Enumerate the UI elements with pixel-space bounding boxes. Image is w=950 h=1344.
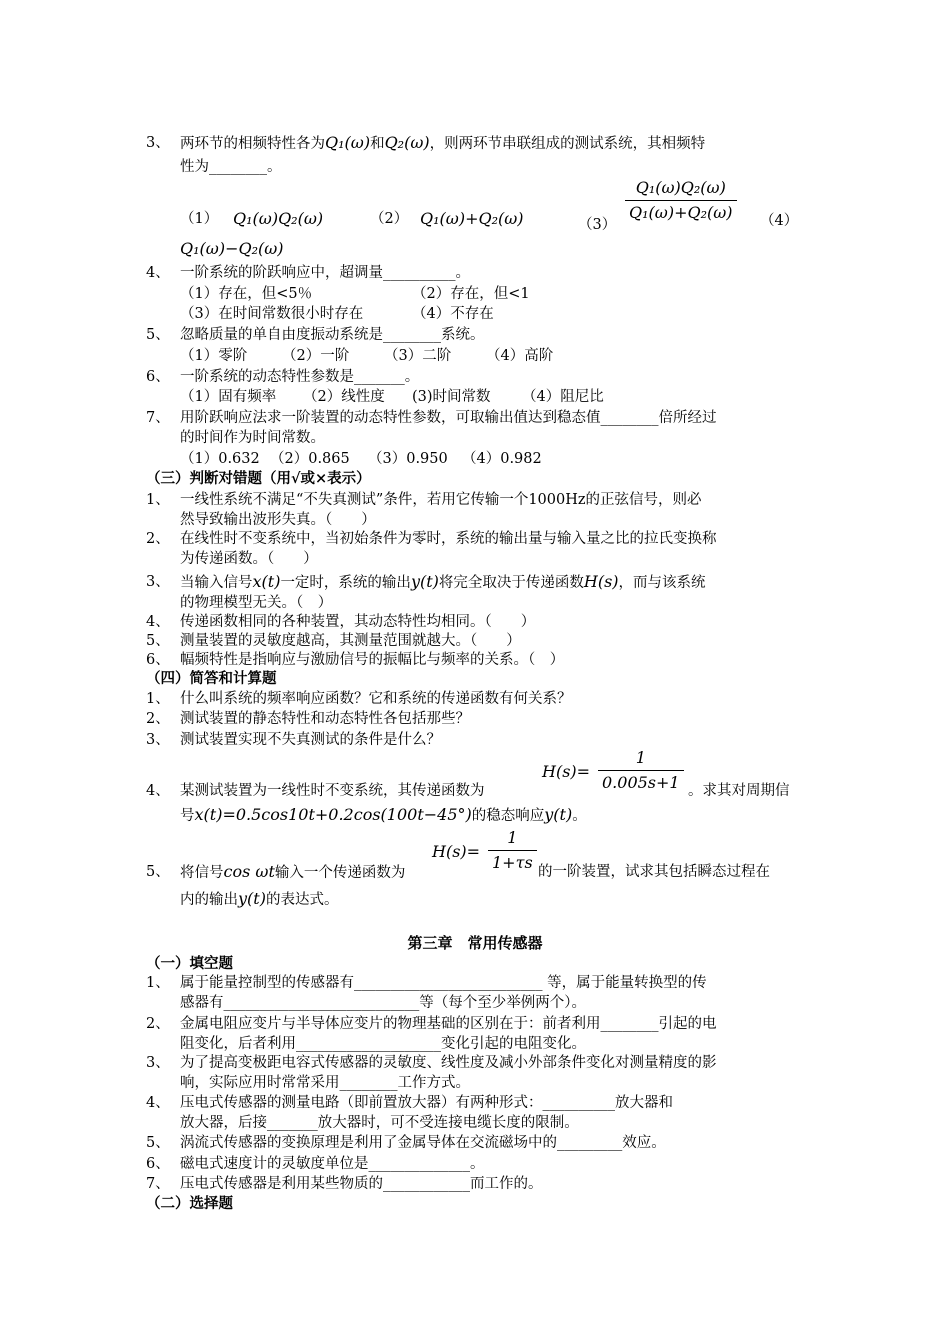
text — [180, 802, 587, 829]
question-5-options — [0, 345, 950, 367]
option: （1）0.632 — [180, 451, 260, 467]
question-text — [180, 860, 405, 885]
question-3 — [0, 128, 950, 158]
option: （2）一阶 — [282, 348, 350, 364]
formula: Q₁(ω) — [325, 133, 371, 152]
question-number: 5、 — [146, 633, 170, 649]
question-number: 7、 — [146, 410, 170, 426]
section-heading-choice — [0, 1193, 950, 1215]
transfer-function-fraction — [598, 746, 684, 795]
question-number: 4、 — [146, 783, 170, 799]
text: 性为________。 — [180, 159, 282, 175]
question-number: 3、 — [146, 732, 170, 748]
question-5 — [0, 324, 950, 346]
text: ，而与该系统 — [618, 575, 706, 591]
question-number: 1、 — [146, 691, 170, 707]
question-number: 3、 — [146, 1055, 170, 1071]
text: 号 — [180, 808, 195, 824]
heading: （四）简答和计算题 — [146, 670, 277, 687]
judgement-item-2 — [0, 528, 950, 550]
formula: Q₁(ω)+Q₂(ω) — [420, 209, 524, 228]
text: 为传递函数。（ ） — [180, 551, 318, 567]
question-number: 5、 — [146, 327, 170, 343]
section-heading-short-answer — [0, 668, 950, 690]
question-text: 涡流式传感器的变换原理是利用了金属导体在交流磁场中的_________效应。 — [180, 1135, 666, 1151]
text: 和 — [370, 136, 385, 152]
short-answer-item-5-line2 — [0, 886, 950, 912]
question-number: 1、 — [146, 975, 170, 991]
option: （3）0.950 — [368, 451, 448, 467]
fill-item-1 — [0, 972, 950, 994]
text: ，则两环节串联组成的测试系统，其相频特 — [429, 136, 706, 152]
question-4-options-b — [0, 303, 950, 325]
question-number: 2、 — [146, 711, 170, 727]
option: （3）在时间常数很小时存在 — [180, 306, 364, 322]
option: （1）零阶 — [180, 348, 248, 364]
question-4 — [0, 262, 950, 284]
formula: cos ωt — [223, 862, 275, 881]
text: 感器有___________________________等（每个至少举例两个）。 — [180, 995, 586, 1011]
chapter-title: 第三章 常用传感器 — [407, 934, 543, 952]
fraction-numerator: Q₁(ω)Q₂(ω) — [635, 178, 726, 197]
formula: H(s) — [583, 572, 619, 591]
question-number: 3、 — [146, 135, 170, 151]
judgement-item-1 — [0, 489, 950, 511]
option: （4）高阶 — [486, 348, 554, 364]
question-number: 3、 — [146, 574, 170, 590]
formula: y(t) — [544, 805, 573, 824]
text: 一定时，系统的输出 — [280, 575, 411, 591]
question-text: 一阶系统的阶跃响应中，超调量__________。 — [180, 265, 470, 281]
option: （4）不存在 — [412, 306, 494, 322]
question-number: 6、 — [146, 369, 170, 385]
judgement-item-2-line2 — [0, 548, 950, 570]
option-label: （3） — [578, 217, 617, 233]
text: 阻变化，后者利用____________________变化引起的电阻变化。 — [180, 1036, 586, 1052]
question-text: 测试装置的静态特性和动态特性各包括那些？ — [180, 711, 470, 727]
question-number: 1、 — [146, 492, 170, 508]
fill-item-6 — [0, 1153, 950, 1175]
text: 将完全取决于传递函数 — [438, 575, 584, 591]
text: 输入一个传递函数为 — [274, 865, 406, 881]
short-answer-item-3 — [0, 729, 950, 751]
question-number: 4、 — [146, 614, 170, 630]
text: 将信号 — [180, 865, 224, 881]
option: （1）存在，但<5％ — [180, 286, 313, 302]
fraction-denominator: 0.005s+1 — [598, 770, 684, 795]
question-7-line2 — [0, 427, 950, 449]
text: 的物理模型无关。（ ） — [180, 595, 333, 611]
text: 的一阶装置，试求其包括瞬态过程在 — [538, 864, 770, 880]
question-text: 某测试装置为一线性时不变系统，其传递函数为 — [180, 783, 485, 799]
option: （4）阻尼比 — [522, 389, 604, 405]
question-text: 用阶跃响应法求一阶装置的动态特性参数，可取输出值达到稳态值________倍所经过 — [180, 410, 717, 426]
text: 。 — [572, 808, 587, 824]
formula-lhs: H(s)= — [432, 842, 481, 861]
option-label: （1） — [180, 211, 219, 227]
option: （1）固有频率 — [180, 389, 277, 405]
option: (3)时间常数 — [412, 389, 491, 405]
question-3-option4 — [0, 236, 950, 262]
question-text — [180, 128, 705, 159]
fraction-option-3 — [625, 176, 737, 225]
question-6 — [0, 366, 950, 388]
fraction-denominator: 1+τs — [488, 850, 537, 875]
question-3-line2 — [0, 156, 950, 178]
question-3-options — [0, 206, 950, 232]
text: 的时间作为时间常数。 — [180, 430, 325, 446]
question-text: 一阶系统的动态特性参数是_______。 — [180, 369, 420, 385]
option: （2）线性度 — [303, 389, 385, 405]
text: 放大器，后接_______放大器时，可不受连接电缆长度的限制。 — [180, 1115, 579, 1131]
question-text: 什么叫系统的频率响应函数？它和系统的传递函数有何关系？ — [180, 691, 572, 707]
heading: （一）填空题 — [146, 955, 233, 972]
text: 两环节的相频特性各为 — [180, 136, 325, 152]
fill-item-2 — [0, 1013, 950, 1035]
question-text: 为了提高变极距电容式传感器的灵敏度、线性度及减小外部条件变化对测量精度的影 — [180, 1055, 717, 1071]
option-label: （2） — [370, 211, 409, 227]
text — [180, 886, 338, 913]
fill-item-5 — [0, 1132, 950, 1154]
short-answer-item-4 — [0, 780, 950, 802]
heading: （二）选择题 — [146, 1195, 233, 1212]
formula: x(t)=0.5cos10t+0.2cos(100t−45°) — [194, 805, 472, 824]
question-text: 忽略质量的单自由度振动系统是________系统。 — [180, 327, 485, 343]
question-number: 4、 — [146, 1095, 170, 1111]
fill-item-3 — [0, 1052, 950, 1074]
heading: （三）判断对错题（用√或×表示） — [146, 470, 371, 487]
question-4-options-a — [0, 283, 950, 305]
question-number: 7、 — [146, 1176, 170, 1192]
question-text: 压电式传感器是利用某些物质的____________而工作的。 — [180, 1176, 543, 1192]
formula: x(t) — [252, 572, 281, 591]
question-number: 4、 — [146, 265, 170, 281]
option: （4）0.982 — [462, 451, 542, 467]
text: 。求其对周期信 — [688, 783, 790, 799]
text: 响，实际应用时常常采用________工作方式。 — [180, 1075, 470, 1091]
fill-item-1-line2 — [0, 992, 950, 1014]
question-text: 压电式传感器的测量电路（即前置放大器）有两种形式：__________放大器和 — [180, 1095, 673, 1111]
question-number: 6、 — [146, 1156, 170, 1172]
text: 的稳态响应 — [471, 808, 545, 824]
formula: y(t) — [410, 572, 439, 591]
text: 然导致输出波形失真。（ ） — [180, 512, 376, 528]
text: 当输入信号 — [180, 575, 253, 591]
transfer-function-fraction — [488, 826, 537, 875]
question-text: 磁电式速度计的灵敏度单位是______________。 — [180, 1156, 485, 1172]
formula: Q₂(ω) — [384, 133, 430, 152]
option-label: （4） — [760, 213, 799, 229]
text: 内的输出 — [180, 892, 238, 908]
short-answer-item-4-line2 — [0, 802, 950, 828]
section-heading-judgement — [0, 468, 950, 490]
chapter-title-row — [0, 932, 950, 954]
formula: Q₁(ω)−Q₂(ω) — [180, 239, 284, 258]
question-7-options — [0, 448, 950, 470]
formula: Q₁(ω)Q₂(ω) — [233, 209, 324, 228]
fill-item-4-line2 — [0, 1112, 950, 1134]
fill-item-3-line2 — [0, 1072, 950, 1094]
question-number: 5、 — [146, 1135, 170, 1151]
fraction-numerator: 1 — [635, 748, 646, 767]
question-number: 2、 — [146, 1016, 170, 1032]
question-text: 测试装置实现不失真测试的条件是什么？ — [180, 732, 441, 748]
formula: y(t) — [238, 889, 266, 908]
short-answer-item-2 — [0, 708, 950, 730]
fraction-denominator: Q₁(ω)+Q₂(ω) — [625, 200, 737, 225]
question-number: 2、 — [146, 531, 170, 547]
question-text: 在线性时不变系统中，当初始条件为零时，系统的输出量与输入量之比的拉氏变换称 — [180, 531, 717, 547]
question-6-options — [0, 386, 950, 408]
question-text: 测量装置的灵敏度越高，其测量范围就越大。（ ） — [180, 633, 521, 649]
question-text: 一线性系统不满足“不失真测试”条件，若用它传输一个1000Hz的正弦信号，则必 — [180, 492, 702, 508]
short-answer-item-1 — [0, 688, 950, 710]
question-number: 6、 — [146, 652, 170, 668]
question-7 — [0, 407, 950, 429]
text: 的表达式。 — [265, 892, 339, 908]
question-text: 传递函数相同的各种装置，其动态特性均相同。（ ） — [180, 614, 536, 630]
question-text: 幅频特性是指响应与激励信号的振幅比与频率的关系。（ ） — [180, 652, 565, 668]
question-text: 属于能量控制型的传感器有__________________________ 等，属于能量转换型的传 — [180, 975, 707, 991]
fill-item-4 — [0, 1092, 950, 1114]
question-text: 金属电阻应变片与半导体应变片的物理基础的区别在于：前者利用________引起的电 — [180, 1016, 717, 1032]
question-number: 5、 — [146, 864, 170, 880]
option: （2）0.865 — [270, 451, 350, 467]
formula-lhs: H(s)= — [542, 762, 591, 781]
option: （3）二阶 — [384, 348, 452, 364]
fraction-numerator: 1 — [507, 828, 518, 847]
fill-item-7 — [0, 1173, 950, 1195]
option: （2）存在，但<1 — [412, 286, 530, 302]
